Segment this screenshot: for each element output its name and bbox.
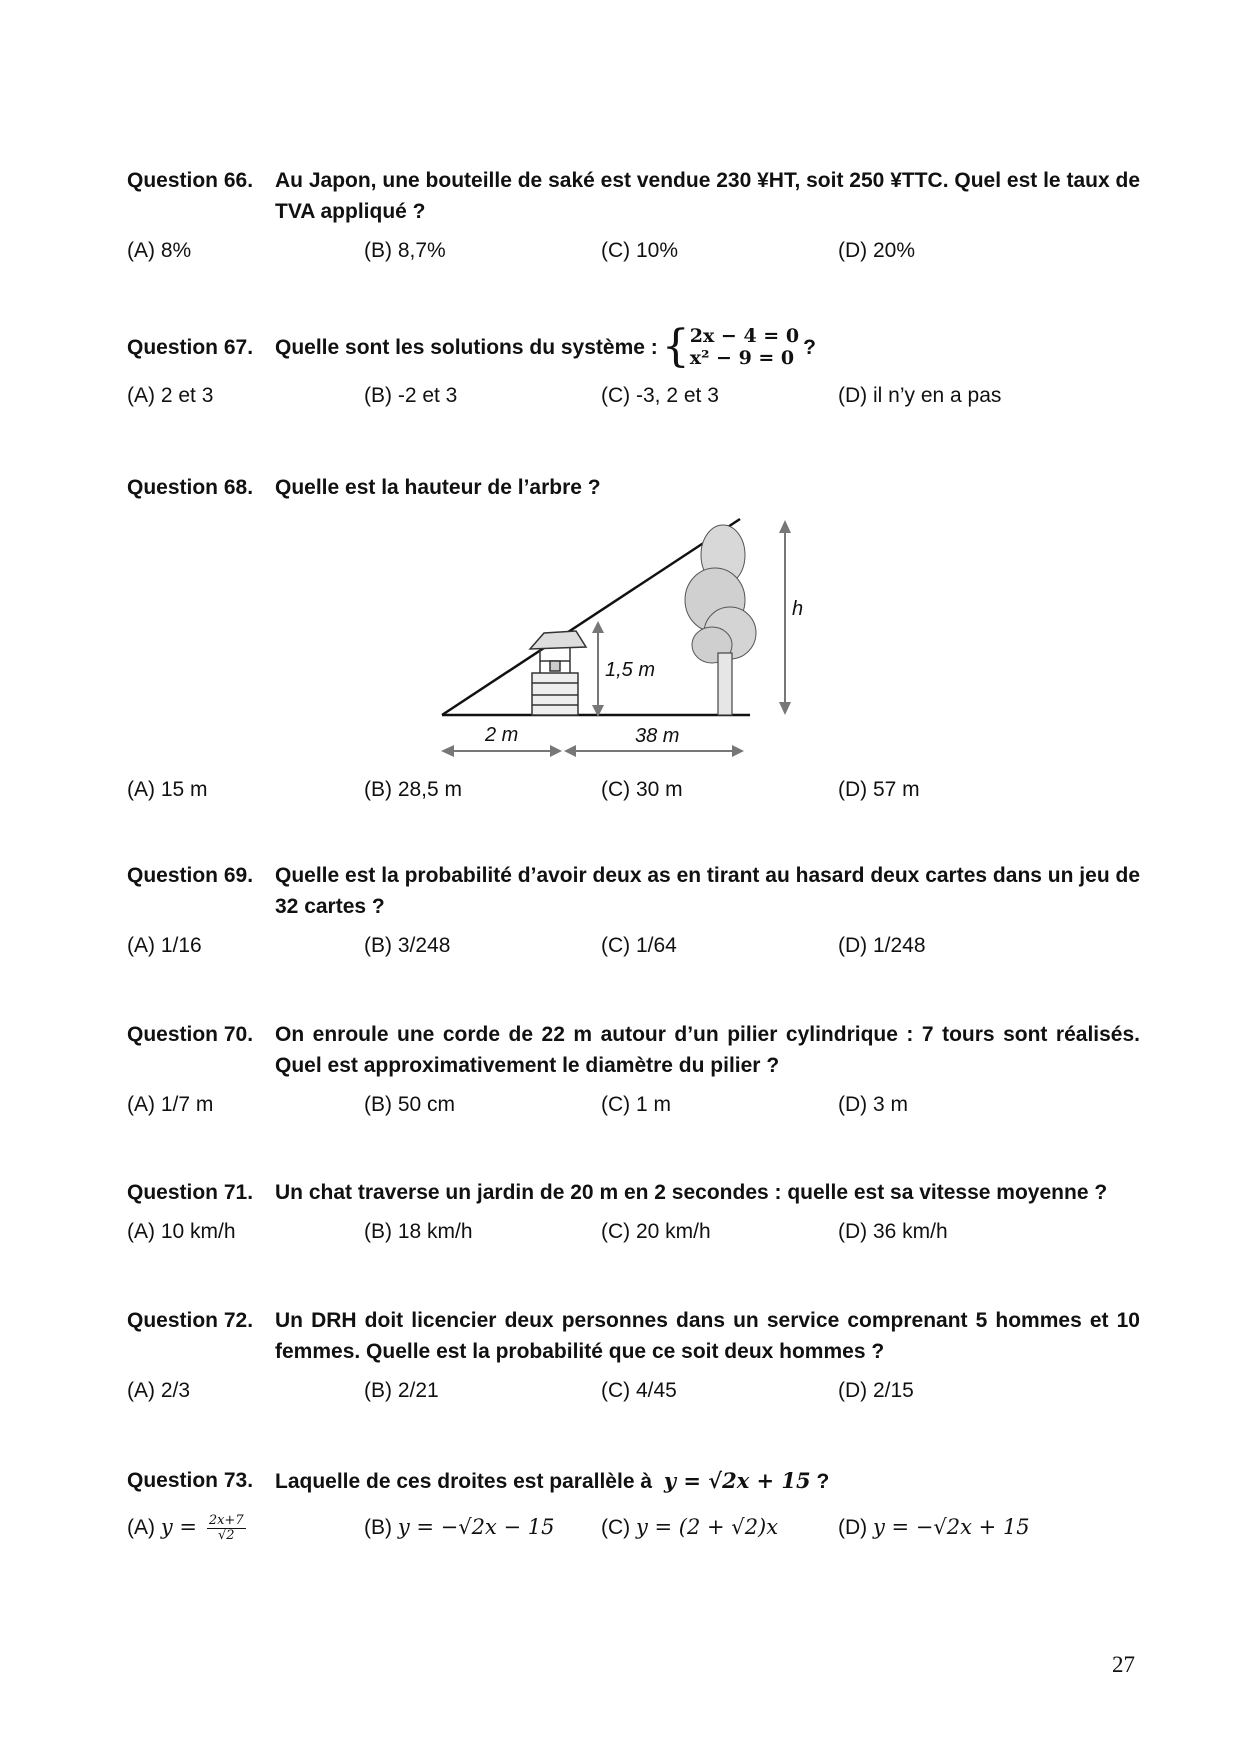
option-b[interactable]: (B) -2 et 3 [364, 384, 458, 407]
fraction-numerator: 2x+7 [208, 1512, 244, 1528]
tree-height-arrow [779, 520, 791, 715]
option-lhs: y = [160, 1515, 197, 1539]
option-c[interactable]: (C) -3, 2 et 3 [601, 384, 719, 407]
equation-system [661, 321, 800, 372]
question-68 [127, 472, 1140, 503]
option-b[interactable]: (B) 8,7% [364, 239, 446, 262]
question-label: Question 71. [127, 1181, 254, 1204]
option-d[interactable]: (D) 57 m [838, 778, 920, 801]
option-d[interactable]: (D) 3 m [838, 1093, 908, 1116]
option-d[interactable]: (D) 2/15 [838, 1379, 914, 1402]
option-a[interactable]: (A) 1/7 m [127, 1093, 214, 1116]
question-suffix: ? [816, 1470, 830, 1493]
option-a[interactable]: (A) 1/16 [127, 934, 202, 957]
answer-options [127, 1375, 1140, 1407]
option-b[interactable] [364, 1511, 555, 1544]
answer-options [127, 235, 1140, 267]
question-label: Question 68. [127, 476, 254, 499]
option-b[interactable]: (B) 28,5 m [364, 778, 463, 801]
option-a[interactable]: (A) 10 km/h [127, 1220, 236, 1243]
answer-options [127, 1511, 1140, 1551]
question-text: Laquelle de ces droites est parallèle à [275, 1470, 653, 1493]
distance-arrow-left [441, 745, 562, 757]
question-72 [127, 1305, 1140, 1407]
right-distance-label: 38 m [635, 725, 680, 747]
fraction-denominator: √2 [217, 1527, 235, 1543]
option-a[interactable]: (A) 8% [127, 239, 192, 262]
left-distance-label: 2 m [485, 724, 519, 746]
question-73 [127, 1465, 1140, 1551]
option-b[interactable]: (B) 18 km/h [364, 1220, 473, 1243]
fraction [207, 1514, 246, 1543]
answer-options [127, 930, 1140, 962]
question-label: Question 72. [127, 1309, 254, 1332]
question-71 [127, 1177, 1140, 1248]
question-text: Quelle est la hauteur de l’arbre ? [275, 476, 601, 499]
question-label: Question 69. [127, 864, 254, 887]
question-suffix: ? [803, 335, 816, 359]
option-expression: y = −√2x − 15 [397, 1515, 555, 1539]
well-height-label: 1,5 m [605, 659, 656, 681]
option-a[interactable] [127, 1511, 246, 1544]
option-b[interactable]: (B) 3/248 [364, 934, 451, 957]
equation-line: 2x − 4 = 0 [689, 325, 800, 347]
option-letter: (A) [127, 1516, 155, 1539]
question-69 [127, 860, 1140, 962]
option-expression: y = (2 + √2)x [636, 1515, 779, 1539]
brace-icon: { [661, 321, 690, 372]
answer-options [127, 774, 1140, 806]
tree-icon [685, 525, 756, 715]
question-text: On enroule une corde de 22 m autour d’un pilier cylindrique : 7 tours sont réalisés. Quel est approximativement le diamètre du pilier ? [275, 1023, 1140, 1077]
question-text: Quelle sont les solutions du système : [275, 335, 658, 359]
answer-options [127, 1216, 1140, 1248]
answer-options [127, 1089, 1140, 1121]
well-height-arrow [592, 621, 604, 717]
question-66 [127, 165, 1140, 267]
option-c[interactable]: (C) 1 m [601, 1093, 671, 1116]
tree-height-label: h [792, 598, 804, 620]
question-text: Au Japon, une bouteille de saké est vendue 230 ¥HT, soit 250 ¥TTC. Quel est le taux de TVA appliqué ? [275, 169, 1140, 223]
equation-line: x² − 9 = 0 [689, 347, 795, 369]
answer-options [127, 380, 1140, 412]
question-67 [127, 322, 1140, 412]
question-label: Question 66. [127, 169, 254, 192]
question-text: Un chat traverse un jardin de 20 m en 2 secondes : quelle est sa vitesse moyenne ? [275, 1181, 1108, 1204]
option-letter: (B) [364, 1516, 392, 1539]
option-c[interactable]: (C) 20 km/h [601, 1220, 711, 1243]
option-d[interactable]: (D) 20% [838, 239, 916, 262]
question-70 [127, 1019, 1140, 1121]
option-c[interactable]: (C) 4/45 [601, 1379, 677, 1402]
option-a[interactable]: (A) 2/3 [127, 1379, 191, 1402]
option-expression: y = −√2x + 15 [873, 1515, 1030, 1539]
option-d[interactable] [838, 1511, 1030, 1544]
tree-height-figure [430, 515, 810, 765]
option-c[interactable]: (C) 30 m [601, 778, 683, 801]
option-d[interactable]: (D) 1/248 [838, 934, 926, 957]
well-icon [530, 631, 586, 715]
option-c[interactable] [601, 1511, 778, 1544]
question-label: Question 70. [127, 1023, 254, 1046]
question-text: Quelle est la probabilité d’avoir deux as en tirant au hasard deux cartes dans un jeu de 32 cartes ? [275, 864, 1140, 918]
option-b[interactable]: (B) 2/21 [364, 1379, 439, 1402]
question-label: Question 67. [127, 335, 254, 359]
question-68-options [127, 774, 1140, 806]
option-letter: (C) [601, 1516, 631, 1539]
option-d[interactable]: (D) 36 km/h [838, 1220, 948, 1243]
option-c[interactable]: (C) 10% [601, 239, 679, 262]
question-text: Un DRH doit licencier deux personnes dans un service comprenant 5 hommes et 10 femmes. Quelle est la probabilité que ce soit deux hommes ? [275, 1309, 1140, 1363]
option-c[interactable]: (C) 1/64 [601, 934, 677, 957]
page-number: 27 [1112, 1652, 1135, 1677]
option-a[interactable]: (A) 15 m [127, 778, 208, 801]
option-a[interactable]: (A) 2 et 3 [127, 384, 214, 407]
option-letter: (D) [838, 1516, 868, 1539]
equation: y = √2x + 15 [663, 1468, 811, 1493]
option-b[interactable]: (B) 50 cm [364, 1093, 456, 1116]
question-label: Question 73. [127, 1469, 254, 1492]
option-d[interactable]: (D) il n’y en a pas [838, 384, 1002, 407]
